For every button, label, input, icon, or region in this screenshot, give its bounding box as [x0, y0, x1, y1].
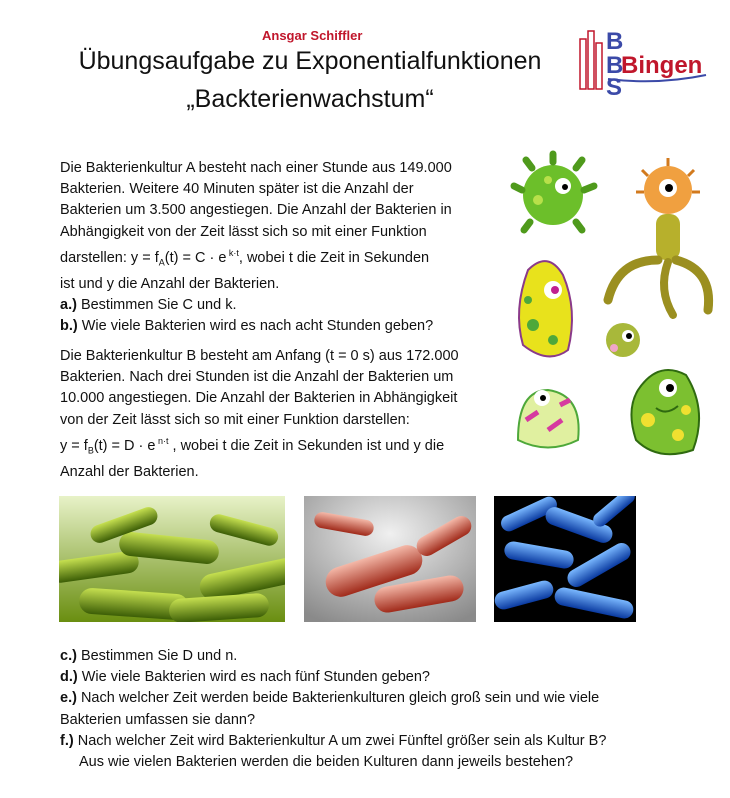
logo-letter-b2: B: [606, 52, 624, 79]
question-e: e.) Nach welcher Zeit werden beide Bakterienkulturen gleich groß sein und wie viele: [60, 690, 600, 707]
logo-text: Bingen: [621, 52, 703, 79]
logo-letter-s: S: [606, 74, 623, 97]
author-name: Ansgar Schiffler: [262, 28, 363, 43]
small-olive-bacterium: [606, 323, 640, 357]
question-b: b.) Wie viele Bakterien wird es nach acht Stunden geben?: [60, 318, 434, 335]
cartoon-bacteria-illustration: [508, 150, 718, 470]
page-title: Übungsaufgabe zu Exponentialfunktionen: [78, 47, 542, 75]
yellow-blob-bacterium: [519, 261, 572, 356]
logo-letter-b1: B: [606, 28, 624, 55]
green-bacteria-photo: [59, 496, 285, 622]
green-spotted-bacterium: [631, 370, 699, 454]
page-subtitle: „Backterienwachstum“: [186, 85, 434, 113]
question-c: c.) Bestimmen Sie D und n.: [60, 648, 238, 664]
pink-striped-bacterium: [518, 390, 579, 448]
question-f: f.) Nach welcher Zeit wird Bakterienkultur A um zwei Fünftel größer sein als Kultur B?: [60, 732, 607, 749]
orange-tentacle-bacterium: [608, 158, 709, 315]
green-spiky-bacterium: [514, 154, 594, 230]
problem-b-text: Die Bakterienkultur B besteht am Anfang (t = 0 s) aus 172.000 Bakterien. Nach drei Stunden ist die Anzahl der Bakterien um 10.000 angestiegen. Die Anzahl der Bakterien in Abhängigkeit von der Zeit lässt sich so mit einer Funktion darstellen: $y = f_B(t) = D \cdot e$ $^{n\cdot t}$ , wobei t die Zeit in Sekunden ist und y die Anzahl der Bakterien.: [60, 348, 459, 480]
blue-bacteria-photo: [494, 496, 636, 622]
school-logo: [578, 27, 708, 97]
problem-a-text: Die Bakterienkultur A besteht nach einer Stunde aus 149.000 Bakterien. Weitere 40 Minuten später ist die Anzahl der Bakterien um 3.500 angestiegen. Die Anzahl der Bakterien in Abhängigkeit von der Zeit lässt sich so mit einer Funktion darstellen: $y = f_A(t) = C \cdot e$ $^{k\cdot t}$, wobei t die Zeit in Sekunden ist und y die Anzahl der Bakterien. a.) Bestimmen Sie C und k. b.) Wie viele Bakterien wird es nach acht Stunden geben?: [60, 158, 500, 337]
red-bacteria-photo: [304, 496, 476, 622]
questions-c-f: c.) Bestimmen Sie D und n. d.) Wie viele Bakterien wird es nach fünf Stunden geben? e.) Nach welcher Zeit werden beide Bakterienkulturen gleich groß sein und wie viele Bakterien umfassen sie dann? f.) Nach welcher Zeit wird Bakterienkultur A um zwei Fünftel größer sein als Kultur B? Aus wie vielen Bakterien werden die beiden Kulturen dann jeweils bestehen?: [60, 646, 680, 773]
question-d: d.) Wie viele Bakterien wird es nach fünf Stunden geben?: [60, 669, 430, 686]
question-a: a.) Bestimmen Sie C und k.: [60, 296, 237, 313]
